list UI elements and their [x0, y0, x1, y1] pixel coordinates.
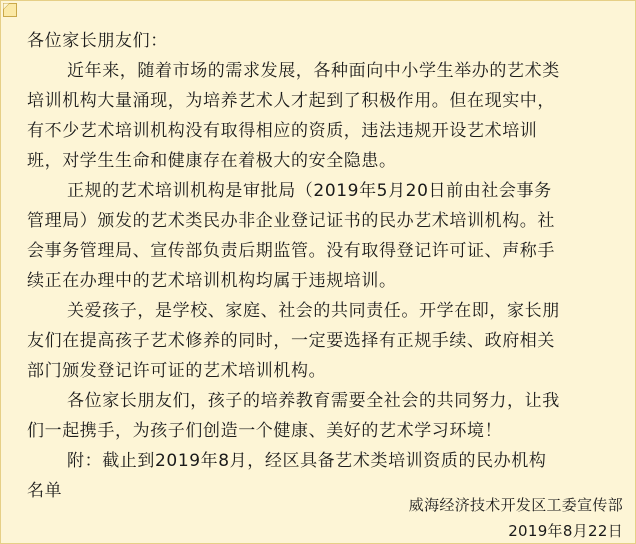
letter-line: 附：截止到2019年8月，经区具备艺术类培训资质的民办机构	[67, 451, 547, 471]
letter-line: 近年来，随着市场的需求发展，各种面向中小学生举办的艺术类	[67, 61, 560, 81]
letter-line: 培训机构大量涌现，为培养艺术人才起到了积极作用。但在现实中，	[27, 91, 555, 111]
letter-line: 班，对学生生命和健康存在着极大的安全隐患。	[27, 151, 397, 171]
letter-date: 2019年8月22日	[508, 522, 623, 540]
letter-line: 关爱孩子，是学校、家庭、社会的共同责任。开学在即，家长朋	[67, 301, 560, 321]
letter-line: 管理局）颁发的艺术类民办非企业登记证书的民办艺术培训机构。社	[27, 211, 555, 231]
letter-line: 会事务管理局、宣传部负责后期监管。没有取得登记许可证、声称手	[27, 241, 555, 261]
letter-line: 友们在提高孩子艺术修养的同时，一定要选择有正规手续、政府相关	[27, 331, 555, 351]
letter-signature: 威海经济技术开发区工委宣传部	[408, 496, 623, 514]
letter-line: 们一起携手，为孩子们创造一个健康、美好的艺术学习环境！	[27, 421, 503, 441]
letter-line: 续正在办理中的艺术培训机构均属于违规培训。	[27, 271, 397, 291]
letter-line: 各位家长朋友们，孩子的培养教育需要全社会的共同努力，让我	[67, 391, 560, 411]
letter-line: 有不少艺术培训机构没有取得相应的资质，违法违规开设艺术培训	[27, 121, 538, 141]
letter-greeting: 各位家长朋友们：	[27, 31, 168, 51]
letter-line: 名单	[27, 481, 63, 501]
letter-line: 正规的艺术培训机构是审批局（2019年5月20日前由社会事务	[67, 181, 552, 201]
letter-line: 部门颁发登记许可证的艺术培训机构。	[27, 361, 327, 381]
folded-note-icon	[3, 3, 17, 17]
